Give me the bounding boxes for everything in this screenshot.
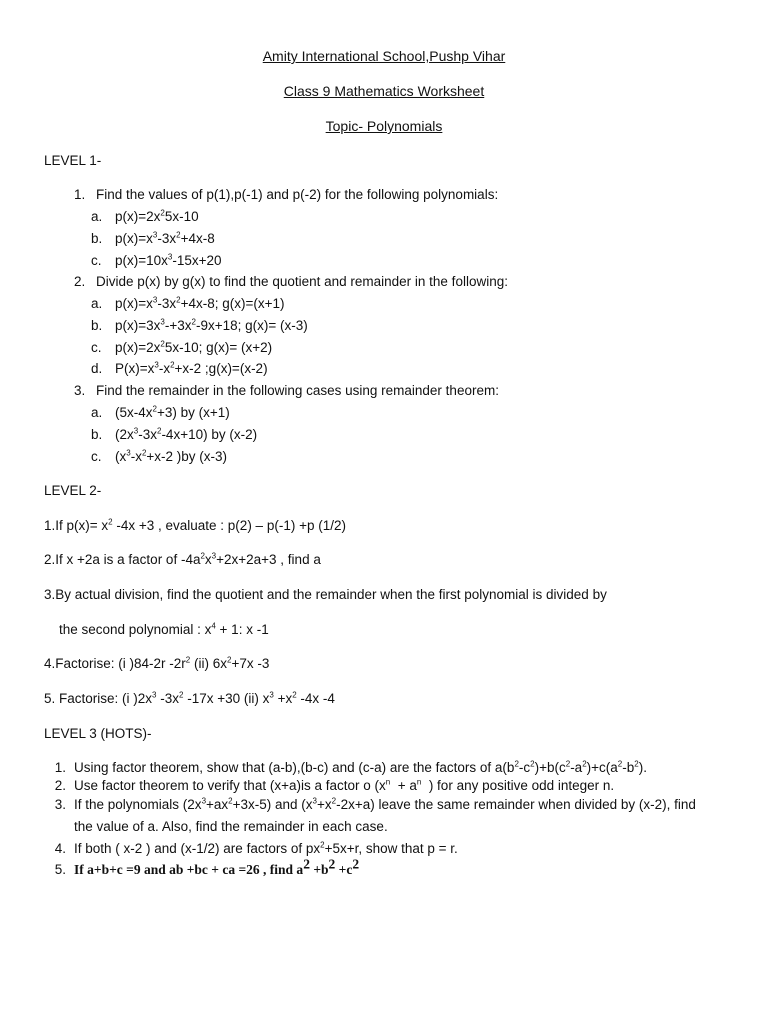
expr: -c — [518, 760, 531, 775]
exponent: 2 — [303, 856, 310, 872]
exponent: 3 — [126, 448, 131, 458]
expr: Using factor theorem, show that (a-b),(b-c) and (c-a) are the factors of a(b — [74, 760, 515, 775]
level1-heading: LEVEL 1- — [44, 153, 102, 168]
level2-heading: LEVEL 2- — [44, 483, 102, 498]
list-item — [91, 427, 257, 443]
expr: -+3x — [164, 318, 192, 333]
expr: +4x-8; g(x)=(x+1) — [180, 296, 285, 311]
expr: -b — [622, 760, 635, 775]
expr: ) for any positive odd integer n. — [421, 778, 615, 793]
expr: -3x — [157, 296, 177, 311]
expr: +ax — [206, 797, 229, 812]
exponent: 2 — [176, 295, 181, 305]
expr: -x — [158, 361, 171, 376]
level3-heading: LEVEL 3 (HOTS)- — [44, 726, 152, 741]
expr: +x-2 )by (x-3) — [146, 449, 228, 464]
expr: )+c(a — [586, 760, 618, 775]
expr: + a — [390, 778, 417, 793]
item-label: c. — [91, 449, 102, 464]
expr: +c — [335, 862, 353, 877]
expr: -4x+10) by (x-2) — [161, 427, 258, 442]
exponent: 2 — [352, 856, 360, 872]
exponent: 3 — [269, 690, 274, 700]
expr: p(x)=x — [115, 231, 153, 246]
expr: +x — [273, 691, 293, 706]
exponent: 2 — [320, 840, 325, 850]
level2-question-3 — [44, 587, 607, 603]
question-number: 3. — [74, 383, 86, 398]
exponent: 2 — [565, 759, 571, 769]
exponent: 3 — [152, 295, 158, 305]
expr: +x-2 ;g(x)=(x-2) — [174, 361, 268, 376]
exponent: 2 — [108, 517, 113, 527]
question-number: 2. — [54, 778, 66, 793]
question-text: Divide p(x) by g(x) to find the quotient and remainder in the following: — [96, 274, 508, 289]
exponent: 2 — [530, 759, 535, 769]
exponent: 3 — [211, 551, 217, 561]
expr: )+b(c — [534, 760, 566, 775]
level2-question-4 — [44, 656, 269, 672]
level3-question-2 — [44, 778, 614, 794]
exponent: 2 — [328, 856, 336, 872]
exponent: 2 — [582, 759, 587, 769]
question-number: 4. — [54, 841, 66, 856]
expr: 3.By actual division, find the quotient and the remainder when the first polynomial is divided by — [44, 587, 607, 602]
topic-title: Topic- Polynomials — [325, 118, 443, 134]
level1-question-2 — [74, 274, 508, 290]
list-item — [91, 318, 308, 334]
item-label: d. — [91, 361, 103, 376]
item-label: c. — [91, 340, 102, 355]
level2-question-3-cont — [59, 622, 269, 638]
expr: +x — [317, 797, 332, 812]
item-label: a. — [91, 296, 103, 311]
question-number: 2. — [74, 274, 86, 289]
expr: +3) by (x+1) — [156, 405, 230, 420]
expr: x — [204, 552, 212, 567]
exponent: 3 — [201, 796, 207, 806]
expr: -3x — [156, 691, 179, 706]
expr: the value of a. Also, find the remainder in each case. — [74, 819, 388, 834]
question-text: Find the values of p(1),p(-1) and p(-2) for the following polynomials: — [96, 187, 499, 202]
exponent: 2 — [152, 404, 157, 414]
expr: If the polynomials (2x — [74, 797, 202, 812]
exponent: 2 — [634, 759, 639, 769]
exponent: 3 — [152, 690, 157, 700]
expr: 2.If x +2a is a factor of -4a — [44, 552, 201, 567]
level1-question-1 — [74, 187, 498, 203]
item-label: a. — [91, 405, 103, 420]
exponent: 3 — [160, 317, 165, 327]
expr: 5x-10; g(x)= (x+2) — [164, 340, 273, 355]
exponent: 2 — [617, 759, 623, 769]
expr: +b — [309, 862, 329, 877]
level2-question-2 — [44, 552, 321, 568]
expr: -9x+18; g(x)= (x-3) — [195, 318, 308, 333]
expr: P(x)=x — [115, 361, 155, 376]
expr: 4.Factorise: (i )84-2r -2r — [44, 656, 186, 671]
expr: (ii) 6x — [190, 656, 227, 671]
expr: (2x — [115, 427, 134, 442]
item-label: b. — [91, 427, 103, 442]
expr: +7x -3 — [231, 656, 270, 671]
school-name: Amity International School,Pushp Vihar — [262, 48, 506, 64]
exponent: 2 — [160, 339, 165, 349]
expr: p(x)=2x — [115, 340, 161, 355]
expr: (5x-4x — [115, 405, 153, 420]
worksheet-title: Class 9 Mathematics Worksheet — [283, 83, 485, 99]
expr: -a — [570, 760, 583, 775]
expr: p(x)=10x — [115, 253, 168, 268]
expr: -x — [130, 449, 142, 464]
exponent: 3 — [133, 426, 139, 436]
item-label: b. — [91, 231, 103, 246]
exponent: 2 — [176, 230, 181, 240]
list-item — [91, 405, 230, 421]
level2-question-5 — [44, 691, 335, 707]
expr: If a+b+c =9 and ab +bc + ca =26 , find a — [74, 862, 304, 877]
exponent: n — [416, 777, 422, 787]
expr: p(x)=3x — [115, 318, 161, 333]
exponent: 2 — [514, 759, 519, 769]
expr: If both ( x-2 ) and (x-1/2) are factors of px — [74, 841, 321, 856]
list-item — [91, 449, 227, 465]
exponent: n — [385, 777, 391, 787]
expr: +2x+2a+3 , find a — [216, 552, 321, 567]
expr: +5x+r, show that p = r. — [324, 841, 458, 856]
expr: 5. Factorise: (i )2x — [44, 691, 153, 706]
question-number: 5. — [54, 862, 66, 877]
list-item — [91, 340, 272, 356]
exponent: 3 — [154, 360, 159, 370]
item-label: b. — [91, 318, 103, 333]
exponent: 2 — [141, 448, 147, 458]
list-item — [91, 231, 215, 247]
item-label: c. — [91, 253, 102, 268]
expr: -17x +30 (ii) x — [183, 691, 270, 706]
exponent: 2 — [179, 690, 184, 700]
exponent: 3 — [152, 230, 158, 240]
exponent: 2 — [292, 690, 297, 700]
exponent: 3 — [167, 252, 173, 262]
expr: -2x+a) leave the same remainder when divided by (x-2), find — [336, 797, 696, 812]
question-text: Find the remainder in the following cases using remainder theorem: — [96, 383, 499, 398]
level3-question-3-cont — [74, 819, 388, 835]
exponent: 4 — [211, 621, 216, 631]
expr: Use factor theorem to verify that (x+a)is a factor o (x — [74, 778, 386, 793]
expr: -15x+20 — [172, 253, 222, 268]
expr: -3x — [138, 427, 157, 442]
expr: +4x-8 — [180, 231, 215, 246]
list-item — [91, 296, 284, 312]
expr: +3x-5) and (x — [232, 797, 313, 812]
list-item — [91, 253, 222, 269]
exponent: 2 — [331, 796, 337, 806]
exponent: 2 — [170, 360, 175, 370]
exponent: 2 — [160, 208, 165, 218]
exponent: 2 — [200, 551, 205, 561]
level1-question-3 — [74, 383, 499, 399]
level3-question-1 — [44, 760, 647, 776]
expr: -4x -4 — [296, 691, 335, 706]
list-item — [91, 209, 199, 225]
level3-question-3 — [44, 797, 696, 813]
level2-question-1 — [44, 518, 346, 534]
exponent: 2 — [228, 796, 233, 806]
question-number: 1. — [54, 760, 66, 775]
exponent: 2 — [191, 317, 196, 327]
item-label: a. — [91, 209, 103, 224]
expr: p(x)=2x — [115, 209, 161, 224]
expr: p(x)=x — [115, 296, 153, 311]
level3-question-4 — [44, 841, 458, 857]
expr: -3x — [157, 231, 177, 246]
expr: 1.If p(x)= x — [44, 518, 109, 533]
exponent: 2 — [156, 426, 162, 436]
level3-question-5 — [44, 856, 360, 878]
exponent: 2 — [227, 655, 232, 665]
expr: the second polynomial : x — [59, 622, 212, 637]
question-number: 1. — [74, 187, 86, 202]
expr: ). — [638, 760, 647, 775]
list-item — [91, 361, 268, 377]
expr: 5x-10 — [164, 209, 199, 224]
question-number: 3. — [54, 797, 66, 812]
expr: + 1: x -1 — [215, 622, 269, 637]
exponent: 3 — [312, 796, 317, 806]
expr: -4x +3 , evaluate : p(2) – p(-1) +p (1/2) — [112, 518, 346, 533]
expr: (x — [115, 449, 127, 464]
exponent: 2 — [185, 655, 191, 665]
